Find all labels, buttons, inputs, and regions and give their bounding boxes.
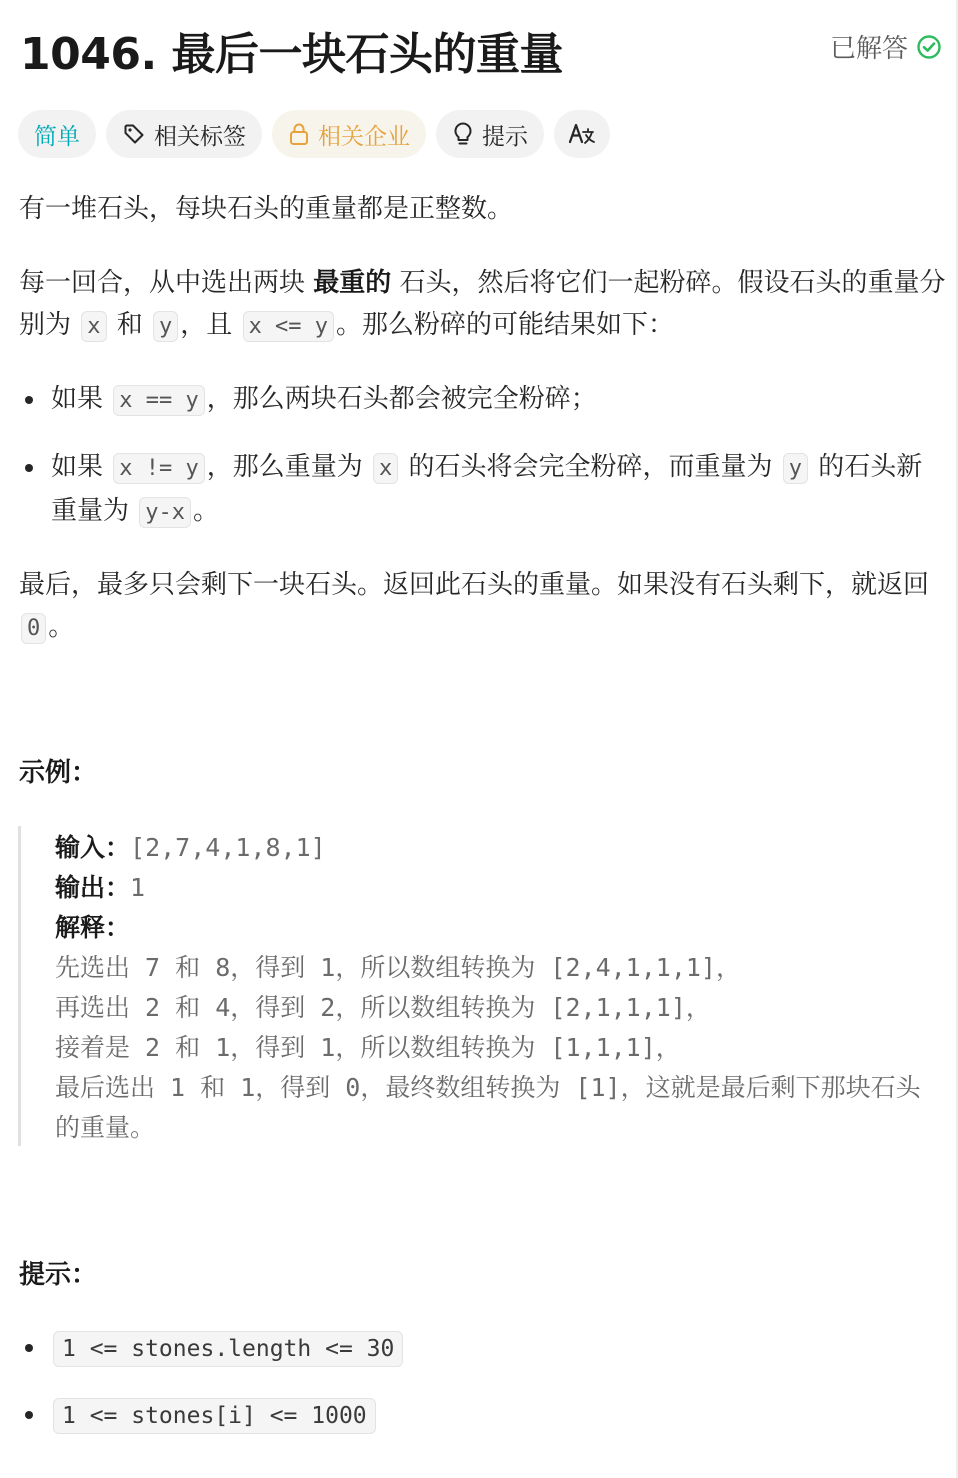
description-text: 有一堆石头，每块石头的重量都是正整数。 bbox=[19, 194, 514, 224]
tag-bar bbox=[18, 110, 610, 158]
explain-step: 再选出 2 和 4，得到 2，所以数组转换为 [2,1,1,1]， bbox=[55, 993, 711, 1022]
list-text: 的石头新重量为 bbox=[51, 452, 923, 526]
list-text: 的石头将会完全粉碎，而重量为 bbox=[400, 452, 781, 482]
explain-step: 接着是 2 和 1，得到 1，所以数组转换为 [1,1,1]， bbox=[55, 1033, 681, 1062]
inline-code: x bbox=[81, 311, 106, 342]
problem-description bbox=[19, 188, 947, 650]
constraint-code: 1 <= stones[i] <= 1000 bbox=[53, 1398, 376, 1434]
related-companies-label: 相关企业 bbox=[318, 123, 410, 150]
input-label: 输入： bbox=[55, 833, 131, 862]
inline-code: x bbox=[373, 453, 398, 484]
description-paragraph bbox=[19, 564, 947, 650]
example-explain-line bbox=[55, 908, 946, 948]
inline-code: y bbox=[783, 453, 808, 484]
explain-step: 先选出 7 和 8，得到 1，所以数组转换为 [2,4,1,1,1]， bbox=[55, 953, 741, 982]
description-text: 石头，然后将它们一起粉碎。假设石头的重量分别为 bbox=[19, 268, 946, 340]
inline-code: x == y bbox=[113, 385, 204, 416]
description-text: 最后，最多只会剩下一块石头。返回此石头的重量。如果没有石头剩下，就返回 bbox=[19, 570, 930, 600]
explain-label: 解释： bbox=[55, 913, 131, 942]
lightbulb-icon bbox=[452, 121, 474, 147]
example-input-line bbox=[55, 828, 946, 868]
list-text: ，那么两块石头都会被完全粉碎； bbox=[206, 384, 597, 414]
translate-button[interactable] bbox=[554, 110, 610, 158]
list-item bbox=[19, 1326, 947, 1371]
solved-status bbox=[830, 28, 942, 65]
related-companies-button[interactable] bbox=[272, 110, 426, 158]
constraint-code: 1 <= stones.length <= 30 bbox=[53, 1331, 403, 1367]
lock-icon bbox=[288, 122, 310, 146]
list-text: 如果 bbox=[51, 384, 112, 414]
description-text: 。那么粉碎的可能结果如下： bbox=[336, 310, 675, 340]
title-row bbox=[20, 16, 942, 80]
input-value: [2,7,4,1,8,1] bbox=[130, 833, 326, 862]
list-item bbox=[19, 378, 947, 422]
hint-button[interactable] bbox=[436, 110, 544, 158]
translate-icon bbox=[568, 121, 596, 147]
description-paragraph bbox=[19, 262, 947, 348]
solved-label: 已解答 bbox=[829, 34, 908, 64]
problem-title[interactable]: 1046. 最后一块石头的重量 bbox=[20, 29, 563, 80]
list-text: 。 bbox=[193, 496, 220, 526]
inline-code: 0 bbox=[21, 613, 46, 644]
example-output-line bbox=[55, 868, 946, 908]
bold-text: 最重的 bbox=[313, 268, 392, 298]
inline-code: x <= y bbox=[243, 311, 334, 342]
check-circle-icon bbox=[916, 34, 942, 60]
difficulty-label: 简单 bbox=[34, 123, 80, 150]
description-text: ，且 bbox=[180, 310, 241, 340]
list-item bbox=[19, 446, 947, 534]
related-tags-label: 相关标签 bbox=[154, 123, 246, 150]
output-value: 1 bbox=[130, 873, 146, 902]
difficulty-badge[interactable] bbox=[18, 110, 96, 158]
related-tags-button[interactable] bbox=[106, 110, 262, 158]
rules-list bbox=[19, 378, 947, 534]
example-heading: 示例： bbox=[19, 758, 98, 788]
inline-code: y bbox=[153, 311, 178, 342]
description-text: 每一回合，从中选出两块 bbox=[19, 268, 314, 298]
example-block bbox=[18, 826, 946, 1146]
inline-code: y-x bbox=[139, 497, 191, 528]
list-item bbox=[19, 1393, 947, 1438]
description-text: 。 bbox=[48, 612, 75, 642]
hint-label: 提示 bbox=[482, 123, 528, 150]
constraints-list bbox=[19, 1326, 947, 1460]
list-text: ，那么重量为 bbox=[206, 452, 372, 482]
explain-step: 最后选出 1 和 1，得到 0，最终数组转换为 [1]，这就是最后剩下那块石头的重量。 bbox=[55, 1073, 921, 1142]
constraints-heading: 提示： bbox=[19, 1260, 98, 1290]
output-label: 输出： bbox=[55, 873, 131, 902]
description-paragraph bbox=[19, 188, 947, 230]
inline-code: x != y bbox=[113, 453, 204, 484]
list-text: 如果 bbox=[51, 452, 112, 482]
description-text: 和 bbox=[108, 310, 152, 340]
tag-icon bbox=[122, 122, 146, 146]
